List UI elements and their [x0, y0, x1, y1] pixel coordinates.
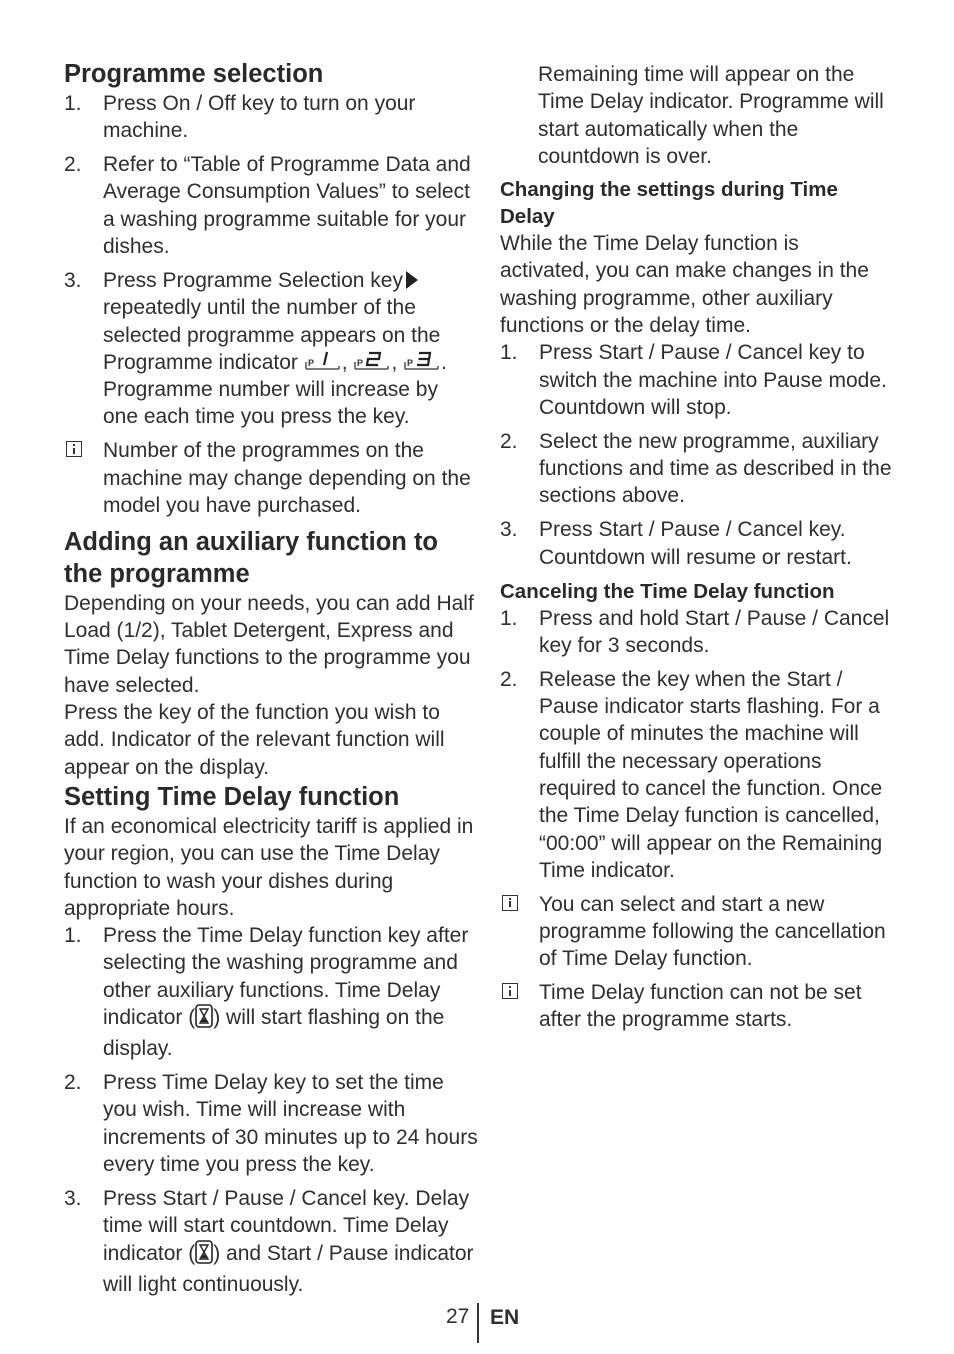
paragraph: While the Time Delay function is activated, you can make changes in the washing programme, other auxiliary functions or the delay time.	[500, 232, 869, 338]
svg-text:P: P	[407, 357, 414, 368]
hourglass-icon	[195, 1004, 213, 1035]
list-item: 2. Press Time Delay key to set the time you wish. Time will increase with increments of 30 minutes up to 24 hours every time you press the key.	[64, 1071, 478, 1177]
page-number: 27	[446, 1305, 470, 1328]
programme-indicator-icon	[304, 349, 342, 371]
paragraph: Depending on your needs, you can add Half Load (1/2), Tablet Detergent, Express and Time Delay functions to the programme you have selected.	[64, 591, 474, 697]
info-icon	[502, 983, 518, 999]
svg-text:P: P	[357, 357, 364, 368]
play-triangle-icon	[406, 271, 418, 289]
info-note: Number of the programmes on the machine may change depending on the model you have purchased.	[64, 437, 478, 519]
list-item: 1. Press and hold Start / Pause / Cancel key for 3 seconds.	[500, 606, 890, 657]
list-item: 2. Refer to “Table of Programme Data and Average Consumption Values” to select a washing programme suitable for your dishes.	[64, 153, 471, 259]
programme-indicator-icon	[403, 349, 441, 371]
info-note: You can select and start a new programme following the cancellation of Time Delay function.	[500, 891, 892, 973]
paragraph: Remaining time will appear on the Time Delay indicator. Programme will start automatically when the countdown is over.	[538, 63, 884, 168]
info-note: Time Delay function can not be set after the programme starts.	[500, 979, 892, 1034]
list-item: 1. Press the Time Delay function key after selecting the washing programme and other auxiliary functions. Time Delay indicator ( ) will start flashing on the display.	[64, 924, 469, 1061]
list-item: 3. Press Programme Selection key repeatedly until the number of the selected programme appears on the Programme indicator P , P , P . Programme number will increase by one each time you press the key.	[64, 268, 447, 429]
list-item: 1. Press On / Off key to turn on your machine.	[64, 92, 416, 143]
info-icon	[502, 895, 518, 911]
info-icon	[66, 441, 82, 457]
list-item: 1. Press Start / Pause / Cancel key to switch the machine into Pause mode. Countdown will stop.	[500, 341, 887, 419]
heading-auxiliary-function: Adding an auxiliary function to the programme	[64, 527, 439, 588]
heading-changing-settings: Changing the settings during Time Delay	[500, 178, 838, 229]
list-item: 3. Press Start / Pause / Cancel key. Delay time will start countdown. Time Delay indicator ( ) and Start / Pause indicator will light continuously.	[64, 1186, 474, 1296]
heading-time-delay: Setting Time Delay function	[64, 782, 400, 811]
paragraph: Press the key of the function you wish to add. Indicator of the relevant function will appear on the display.	[64, 701, 445, 779]
language-label: EN	[490, 1306, 520, 1329]
list-item: 2. Select the new programme, auxiliary functions and time as described in the sections above.	[500, 429, 892, 508]
footer-divider	[477, 1303, 479, 1343]
list-item: 3. Press Start / Pause / Cancel key. Countdown will resume or restart.	[500, 518, 852, 569]
heading-canceling-time-delay: Canceling the Time Delay function	[500, 579, 835, 603]
paragraph: If an economical electricity tariff is applied in your region, you can use the Time Delay function to wash your dishes during appropriate hours.	[64, 814, 474, 920]
left-column	[64, 58, 478, 1305]
programme-indicator-icon	[353, 349, 391, 371]
svg-text:P: P	[307, 357, 314, 368]
right-column	[500, 61, 892, 1040]
hourglass-icon	[195, 1240, 213, 1271]
list-item: 2. Release the key when the Start / Pause indicator starts flashing. For a couple of minutes the machine will fulfill the necessary operations required to cancel the function. Once the Time Delay function is cancelled, “00:00” will appear on the Remaining Time indicator.	[500, 667, 883, 882]
heading-programme-selection: Programme selection	[64, 60, 324, 88]
